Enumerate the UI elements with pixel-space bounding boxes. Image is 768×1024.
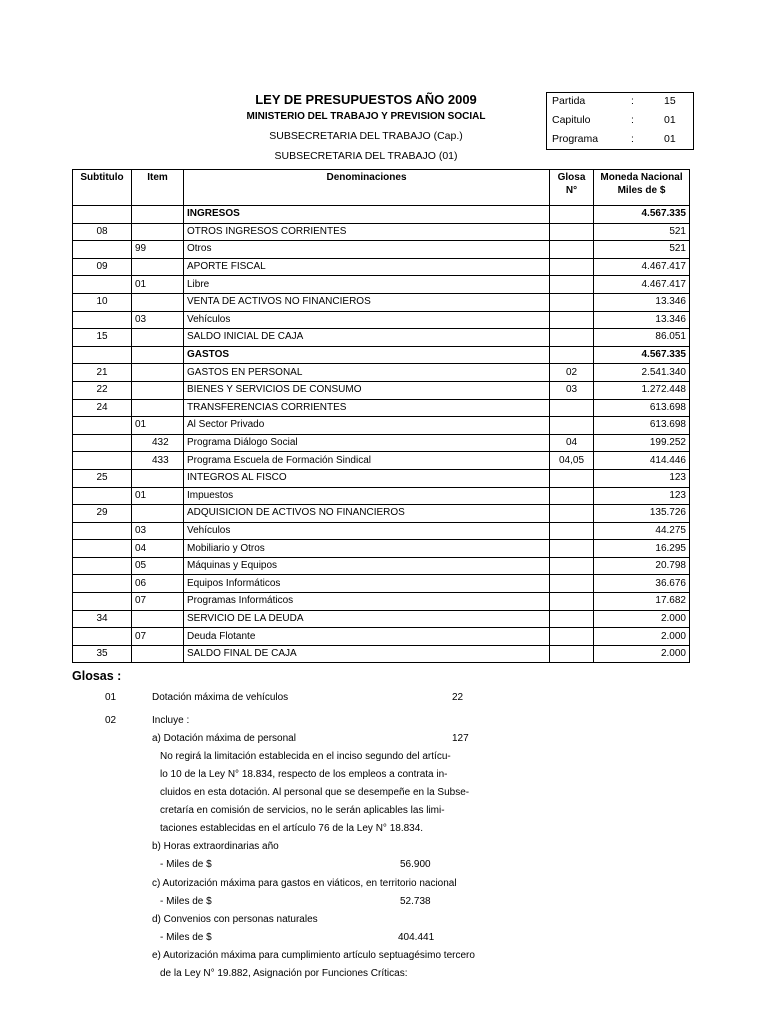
glosa-text: d) Convenios con personas naturales bbox=[152, 914, 318, 925]
table-row bbox=[73, 417, 690, 435]
info-value: 01 bbox=[664, 133, 676, 145]
cell-glosa: 02 bbox=[550, 364, 594, 382]
cell-denominacion: INGRESOS bbox=[184, 206, 550, 224]
cell-denominacion: Libre bbox=[184, 276, 550, 294]
table-row bbox=[73, 452, 690, 470]
cell-subtitulo: 09 bbox=[73, 258, 132, 276]
cell-subtitulo bbox=[73, 557, 132, 575]
cell-monto: 13.346 bbox=[594, 311, 690, 329]
table-row bbox=[73, 206, 690, 224]
cell-glosa bbox=[550, 417, 594, 435]
table-row bbox=[73, 381, 690, 399]
cell-denominacion: VENTA DE ACTIVOS NO FINANCIEROS bbox=[184, 293, 550, 311]
cell-denominacion: TRANSFERENCIAS CORRIENTES bbox=[184, 399, 550, 417]
cell-item bbox=[132, 610, 184, 628]
cell-item bbox=[132, 645, 184, 663]
cell-subtitulo bbox=[73, 540, 132, 558]
info-value: 01 bbox=[664, 114, 676, 126]
glosa-text: c) Autorización máxima para gastos en viáticos, en territorio nacional bbox=[152, 878, 457, 889]
cell-monto: 2.541.340 bbox=[594, 364, 690, 382]
info-value: 15 bbox=[664, 95, 676, 107]
cell-denominacion: Equipos Informáticos bbox=[184, 575, 550, 593]
glosa-text: Incluye : bbox=[152, 715, 190, 726]
cell-glosa bbox=[550, 557, 594, 575]
ministry-name: MINISTERIO DEL TRABAJO Y PREVISION SOCIAL bbox=[246, 111, 486, 122]
cell-denominacion: Impuestos bbox=[184, 487, 550, 505]
cell-denominacion: Deuda Flotante bbox=[184, 628, 550, 646]
cell-monto: 4.567.335 bbox=[594, 346, 690, 364]
table-row bbox=[73, 610, 690, 628]
cell-item bbox=[132, 364, 184, 382]
cell-subtitulo bbox=[73, 487, 132, 505]
cell-subtitulo: 10 bbox=[73, 293, 132, 311]
glosa-text: - Miles de $ bbox=[160, 932, 212, 943]
cell-glosa bbox=[550, 276, 594, 294]
glosa-text: - Miles de $ bbox=[160, 859, 212, 870]
cell-subtitulo: 34 bbox=[73, 610, 132, 628]
header-glosa bbox=[550, 170, 594, 206]
cell-subtitulo bbox=[73, 206, 132, 224]
cell-monto: 2.000 bbox=[594, 628, 690, 646]
table-header-row bbox=[73, 170, 690, 206]
cell-subtitulo bbox=[73, 593, 132, 611]
subsecretaria-cap: SUBSECRETARIA DEL TRABAJO (Cap.) bbox=[269, 130, 463, 142]
cell-monto: 16.295 bbox=[594, 540, 690, 558]
cell-monto: 414.446 bbox=[594, 452, 690, 470]
header-item: Item bbox=[132, 170, 184, 206]
cell-monto: 4.567.335 bbox=[594, 206, 690, 224]
cell-glosa bbox=[550, 540, 594, 558]
table-row bbox=[73, 329, 690, 347]
info-colon: : bbox=[631, 114, 634, 126]
cell-monto: 123 bbox=[594, 469, 690, 487]
cell-denominacion: BIENES Y SERVICIOS DE CONSUMO bbox=[184, 381, 550, 399]
cell-glosa bbox=[550, 206, 594, 224]
cell-item bbox=[132, 206, 184, 224]
cell-item bbox=[132, 293, 184, 311]
cell-subtitulo: 21 bbox=[73, 364, 132, 382]
glosa-text: - Miles de $ bbox=[160, 896, 212, 907]
glosa-text: a) Dotación máxima de personal bbox=[152, 733, 296, 744]
cell-subtitulo bbox=[73, 522, 132, 540]
cell-monto: 521 bbox=[594, 223, 690, 241]
cell-denominacion: Programa Diálogo Social bbox=[184, 434, 550, 452]
subsecretaria-program: SUBSECRETARIA DEL TRABAJO (01) bbox=[274, 150, 458, 162]
table-row bbox=[73, 311, 690, 329]
table-row bbox=[73, 469, 690, 487]
table-row bbox=[73, 575, 690, 593]
cell-denominacion: SERVICIO DE LA DEUDA bbox=[184, 610, 550, 628]
glosa-number: 01 bbox=[105, 692, 117, 703]
cell-glosa bbox=[550, 575, 594, 593]
cell-item: 01 bbox=[132, 276, 184, 294]
cell-denominacion: Programas Informáticos bbox=[184, 593, 550, 611]
cell-item bbox=[132, 329, 184, 347]
cell-denominacion: Al Sector Privado bbox=[184, 417, 550, 435]
cell-monto: 4.467.417 bbox=[594, 276, 690, 294]
cell-denominacion: OTROS INGRESOS CORRIENTES bbox=[184, 223, 550, 241]
cell-glosa: 04,05 bbox=[550, 452, 594, 470]
header-miles-label: Miles de $ bbox=[617, 185, 666, 196]
table-row bbox=[73, 593, 690, 611]
cell-item bbox=[132, 399, 184, 417]
cell-monto: 123 bbox=[594, 487, 690, 505]
cell-item: 433 bbox=[132, 452, 184, 470]
glosa-value: 22 bbox=[452, 692, 464, 703]
cell-glosa bbox=[550, 593, 594, 611]
cell-denominacion: Vehículos bbox=[184, 311, 550, 329]
glosa-text: de la Ley N° 19.882, Asignación por Funciones Críticas: bbox=[160, 968, 408, 979]
budget-table-body bbox=[73, 206, 690, 663]
cell-denominacion: Máquinas y Equipos bbox=[184, 557, 550, 575]
cell-subtitulo bbox=[73, 434, 132, 452]
info-label: Partida bbox=[552, 95, 586, 107]
table-row bbox=[73, 399, 690, 417]
info-colon: : bbox=[631, 133, 634, 145]
table-row bbox=[73, 346, 690, 364]
cell-glosa bbox=[550, 223, 594, 241]
glosa-value: 52.738 bbox=[400, 896, 431, 907]
table-row bbox=[73, 505, 690, 523]
cell-glosa bbox=[550, 399, 594, 417]
table-row bbox=[73, 540, 690, 558]
cell-glosa bbox=[550, 610, 594, 628]
glosa-text: cretaría en comisión de servicios, no le serán aplicables las limi- bbox=[160, 805, 445, 816]
cell-monto: 135.726 bbox=[594, 505, 690, 523]
cell-denominacion: Vehículos bbox=[184, 522, 550, 540]
cell-denominacion: INTEGROS AL FISCO bbox=[184, 469, 550, 487]
cell-monto: 2.000 bbox=[594, 610, 690, 628]
cell-item bbox=[132, 469, 184, 487]
cell-subtitulo bbox=[73, 417, 132, 435]
table-row bbox=[73, 434, 690, 452]
info-row-partida bbox=[547, 93, 695, 111]
cell-subtitulo: 08 bbox=[73, 223, 132, 241]
glosa-text: taciones establecidas en el artículo 76 de la Ley N° 18.834. bbox=[160, 823, 424, 834]
table-row bbox=[73, 522, 690, 540]
cell-glosa bbox=[550, 311, 594, 329]
cell-item bbox=[132, 505, 184, 523]
cell-monto: 521 bbox=[594, 241, 690, 259]
info-row-capitulo bbox=[547, 112, 695, 130]
cell-glosa bbox=[550, 346, 594, 364]
cell-item: 06 bbox=[132, 575, 184, 593]
info-colon: : bbox=[631, 95, 634, 107]
glosa-text: Dotación máxima de vehículos bbox=[152, 692, 289, 703]
document-title: LEY DE PRESUPUESTOS AÑO 2009 bbox=[255, 92, 477, 107]
cell-item bbox=[132, 258, 184, 276]
cell-denominacion: Mobiliario y Otros bbox=[184, 540, 550, 558]
header-glosa-label: Glosa bbox=[557, 172, 586, 183]
cell-item: 432 bbox=[132, 434, 184, 452]
cell-item: 03 bbox=[132, 311, 184, 329]
glosa-number: 02 bbox=[105, 715, 117, 726]
cell-subtitulo: 29 bbox=[73, 505, 132, 523]
partida-info-box bbox=[546, 92, 694, 150]
glosa-value: 56.900 bbox=[400, 859, 431, 870]
cell-glosa bbox=[550, 645, 594, 663]
header-glosa-n: N° bbox=[565, 185, 578, 196]
glosa-text: cluidos en esta dotación. Al personal que se desempeñe en la Subse- bbox=[160, 787, 470, 798]
table-row bbox=[73, 223, 690, 241]
cell-glosa bbox=[550, 469, 594, 487]
table-row bbox=[73, 557, 690, 575]
cell-glosa bbox=[550, 628, 594, 646]
budget-table bbox=[72, 169, 690, 663]
cell-item: 07 bbox=[132, 593, 184, 611]
cell-subtitulo bbox=[73, 575, 132, 593]
cell-glosa bbox=[550, 505, 594, 523]
cell-denominacion: GASTOS EN PERSONAL bbox=[184, 364, 550, 382]
cell-item bbox=[132, 223, 184, 241]
cell-denominacion: APORTE FISCAL bbox=[184, 258, 550, 276]
cell-glosa bbox=[550, 487, 594, 505]
table-row bbox=[73, 645, 690, 663]
cell-glosa: 04 bbox=[550, 434, 594, 452]
cell-denominacion: SALDO FINAL DE CAJA bbox=[184, 645, 550, 663]
cell-monto: 2.000 bbox=[594, 645, 690, 663]
cell-glosa bbox=[550, 293, 594, 311]
cell-subtitulo bbox=[73, 346, 132, 364]
cell-subtitulo: 22 bbox=[73, 381, 132, 399]
info-label: Capitulo bbox=[552, 114, 591, 126]
table-row bbox=[73, 628, 690, 646]
cell-subtitulo bbox=[73, 452, 132, 470]
cell-denominacion: SALDO INICIAL DE CAJA bbox=[184, 329, 550, 347]
cell-glosa bbox=[550, 258, 594, 276]
cell-denominacion: ADQUISICION DE ACTIVOS NO FINANCIEROS bbox=[184, 505, 550, 523]
cell-item: 05 bbox=[132, 557, 184, 575]
cell-item: 03 bbox=[132, 522, 184, 540]
cell-glosa bbox=[550, 241, 594, 259]
cell-denominacion: GASTOS bbox=[184, 346, 550, 364]
glosa-text: lo 10 de la Ley N° 18.834, respecto de los empleos a contrata in- bbox=[160, 769, 448, 780]
cell-item bbox=[132, 346, 184, 364]
cell-monto: 613.698 bbox=[594, 399, 690, 417]
table-row bbox=[73, 258, 690, 276]
cell-subtitulo bbox=[73, 241, 132, 259]
header-denominaciones: Denominaciones bbox=[184, 170, 550, 206]
table-row bbox=[73, 241, 690, 259]
cell-monto: 44.275 bbox=[594, 522, 690, 540]
cell-subtitulo: 25 bbox=[73, 469, 132, 487]
table-row bbox=[73, 487, 690, 505]
cell-item: 99 bbox=[132, 241, 184, 259]
cell-monto: 1.272.448 bbox=[594, 381, 690, 399]
table-row bbox=[73, 364, 690, 382]
cell-monto: 86.051 bbox=[594, 329, 690, 347]
header-moneda-label: Moneda Nacional bbox=[600, 172, 683, 183]
cell-subtitulo: 15 bbox=[73, 329, 132, 347]
cell-subtitulo bbox=[73, 311, 132, 329]
glosas-title: Glosas : bbox=[72, 669, 122, 683]
cell-denominacion: Programa Escuela de Formación Sindical bbox=[184, 452, 550, 470]
cell-subtitulo: 35 bbox=[73, 645, 132, 663]
cell-item: 01 bbox=[132, 417, 184, 435]
cell-glosa bbox=[550, 329, 594, 347]
cell-monto: 20.798 bbox=[594, 557, 690, 575]
cell-monto: 4.467.417 bbox=[594, 258, 690, 276]
info-row-programa bbox=[547, 131, 695, 149]
glosa-text: No regirá la limitación establecida en el inciso segundo del artícu- bbox=[160, 751, 451, 762]
cell-monto: 17.682 bbox=[594, 593, 690, 611]
glosa-text: e) Autorización máxima para cumplimiento artículo septuagésimo tercero bbox=[152, 950, 475, 961]
cell-denominacion: Otros bbox=[184, 241, 550, 259]
table-row bbox=[73, 293, 690, 311]
info-label: Programa bbox=[552, 133, 599, 145]
cell-item: 01 bbox=[132, 487, 184, 505]
cell-item: 04 bbox=[132, 540, 184, 558]
cell-glosa: 03 bbox=[550, 381, 594, 399]
cell-subtitulo bbox=[73, 628, 132, 646]
cell-monto: 36.676 bbox=[594, 575, 690, 593]
glosa-value: 127 bbox=[452, 733, 469, 744]
table-row bbox=[73, 276, 690, 294]
header-subtitulo: Subtitulo bbox=[73, 170, 132, 206]
cell-monto: 199.252 bbox=[594, 434, 690, 452]
cell-monto: 13.346 bbox=[594, 293, 690, 311]
cell-monto: 613.698 bbox=[594, 417, 690, 435]
cell-item: 07 bbox=[132, 628, 184, 646]
cell-item bbox=[132, 381, 184, 399]
cell-subtitulo: 24 bbox=[73, 399, 132, 417]
header-moneda bbox=[594, 170, 690, 206]
cell-subtitulo bbox=[73, 276, 132, 294]
cell-glosa bbox=[550, 522, 594, 540]
glosa-text: b) Horas extraordinarias año bbox=[152, 841, 279, 852]
glosa-value: 404.441 bbox=[398, 932, 435, 943]
